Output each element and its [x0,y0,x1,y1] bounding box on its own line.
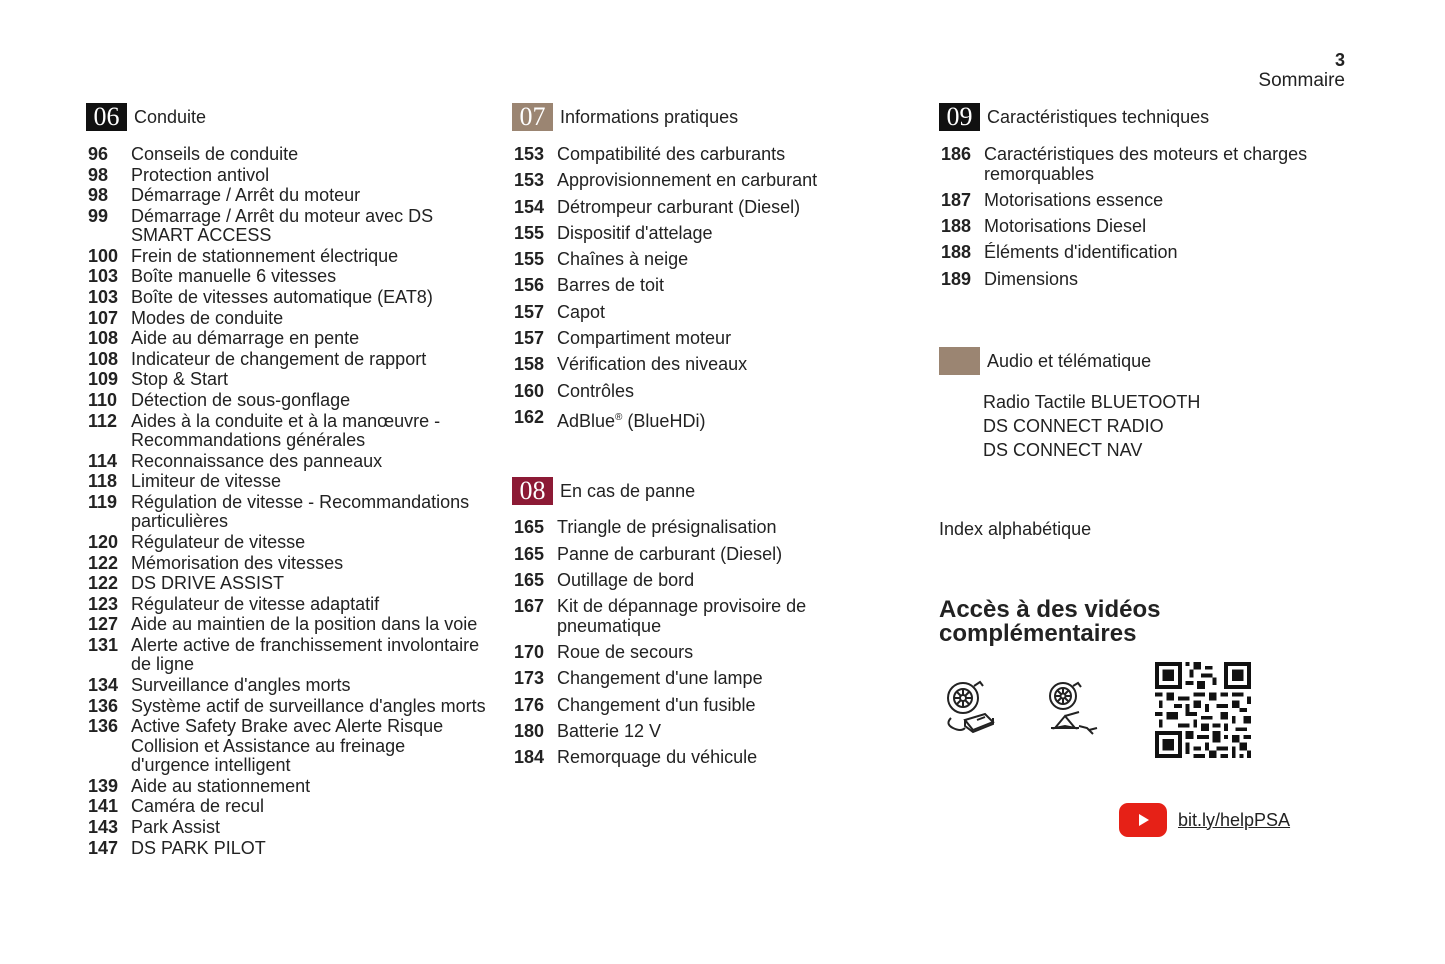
toc-page-number: 127 [88,614,119,635]
toc-page-number: 153 [514,144,545,164]
toc-item[interactable] [512,597,912,636]
chapter-07-list [512,145,912,431]
toc-entry-text [984,243,1359,263]
toc-item[interactable] [512,329,912,349]
videos-title [939,598,1359,646]
toc-item[interactable] [86,267,486,287]
toc-entry-text [131,370,486,390]
audio-item[interactable]: DS CONNECT NAV [983,440,1143,461]
toc-item[interactable] [86,797,486,817]
toc-entry-label: Caméra de recul [131,796,265,817]
toc-page-number: 165 [514,517,545,538]
toc-page-number: 119 [88,491,118,512]
toc-item[interactable] [86,697,486,717]
toc-item[interactable] [86,636,486,675]
toc-item[interactable] [512,571,912,591]
toc-entry-text [131,309,486,329]
toc-item[interactable] [86,777,486,797]
toc-item[interactable] [86,288,486,308]
toc-page-number: 139 [88,775,119,796]
toc-page-number: 99 [88,205,109,226]
toc-item[interactable] [86,839,486,859]
toc-entry-text [131,615,486,635]
toc-entry-suffix: (BlueHDi) [622,410,706,431]
toc-entry-text [131,636,486,675]
registered-mark: ® [615,411,623,423]
column-caracteristiques [939,103,1359,782]
toc-entry-text [131,777,486,797]
toc-entry-label: Éléments d'identification [984,242,1178,263]
toc-entry-text [557,303,912,323]
toc-entry-text [557,748,912,768]
toc-entry-label: Contrôles [557,380,635,401]
toc-entry-label: Caractéristiques des moteurs et charges remorquables [984,144,1308,184]
toc-page-number: 160 [514,380,545,401]
toc-page-number: 188 [941,242,972,263]
toc-page-number: 114 [88,450,118,471]
youtube-icon[interactable] [1119,803,1167,837]
chapter-09-header [939,103,1359,131]
toc-entry-label: Aide au stationnement [131,775,311,796]
toc-entry-label: Surveillance d'angles morts [131,675,351,696]
toc-item[interactable] [512,276,912,296]
toc-item[interactable] [86,676,486,696]
chapter-08-number: 08 [512,477,553,505]
toc-entry-text [557,696,912,716]
toc-entry-text [557,329,912,349]
toc-page-number: 100 [88,245,119,266]
toc-entry-label: Vérification des niveaux [557,354,748,375]
toc-entry-label: Remorquage du véhicule [557,747,758,768]
toc-page-number: 98 [88,164,109,185]
toc-entry-label: Panne de carburant (Diesel) [557,543,783,564]
chapter-07-title[interactable]: Informations pratiques [560,106,739,127]
toc-page-number: 155 [514,222,545,243]
toc-entry-label: DS DRIVE ASSIST [131,573,285,594]
page-title: Sommaire [1258,70,1345,91]
toc-page-number: 98 [88,185,109,206]
toc-entry-label: Alerte active de franchissement involontaire de ligne [131,634,480,675]
toc-entry-text [131,839,486,859]
toc-item[interactable] [86,554,486,574]
toc-entry-text [131,350,486,370]
chapter-09-title[interactable]: Caractéristiques techniques [987,106,1210,127]
toc-item[interactable] [86,207,486,246]
index-link[interactable]: Index alphabétique [939,519,1092,540]
toc-page-number: 109 [88,369,119,390]
toc-entry-text [557,408,912,432]
toc-entry-text [557,597,912,636]
toc-item[interactable] [86,145,486,165]
toc-entry-label: Démarrage / Arrêt du moteur avec DS SMART ACCESS [131,205,434,246]
toc-page-number: 187 [941,189,972,210]
qr-code-icon[interactable] [1155,662,1251,758]
toc-page-number: 165 [514,570,545,591]
toc-item[interactable] [939,243,1359,263]
toc-page-number: 147 [88,837,119,858]
toc-item[interactable] [512,669,912,689]
toc-item[interactable] [86,391,486,411]
toc-entry-text [131,818,486,838]
toc-page-number: 180 [514,721,545,742]
toc-page-number: 107 [88,307,119,328]
toc-entry-label: Triangle de présignalisation [557,517,777,538]
toc-entry-text [557,518,912,538]
toc-item[interactable] [86,186,486,206]
toc-entry-text [557,355,912,375]
toc-item[interactable] [512,355,912,375]
toc-page-number: 108 [88,348,119,369]
toc-page-number: 162 [514,406,545,427]
toc-entry-text [557,276,912,296]
spare-wheel-jack-icon[interactable] [1045,680,1101,736]
toc-page-number: 112 [88,410,118,431]
toc-entry-label: Motorisations essence [984,189,1164,210]
toc-entry-label: Kit de dépannage provisoire de pneumatique [557,596,807,636]
toc-entry-label: Reconnaissance des panneaux [131,450,383,471]
toc-page-number: 122 [88,552,119,573]
chapter-08-section [512,477,912,767]
page-number: 3 [1334,50,1345,70]
toc-item[interactable] [86,595,486,615]
toc-page-number: 186 [941,144,972,164]
toc-entry-label: Park Assist [131,817,221,838]
toc-entry-text [131,247,486,267]
toc-entry-label: Détrompeur carburant (Diesel) [557,196,801,217]
toc-page-number: 136 [88,716,119,737]
toc-page-number: 143 [88,817,119,838]
toc-item[interactable] [939,145,1359,184]
toc-item[interactable] [86,350,486,370]
toc-entry-text [557,171,912,191]
toc-entry-text [131,797,486,817]
toc-entry-label: Changement d'un fusible [557,694,756,715]
toc-entry-label: Outillage de bord [557,570,695,591]
toc-page-number: 108 [88,328,119,349]
toc-page-number: 131 [88,634,119,655]
toc-page-number: 156 [514,275,545,296]
toc-entry-label: Conseils de conduite [131,144,299,164]
toc-entry-text [984,270,1359,290]
audio-title[interactable]: Audio et télématique [987,350,1152,371]
toc-item[interactable] [512,145,912,165]
chapter-09-number: 09 [939,103,980,131]
toc-entry-text [557,250,912,270]
chapter-08-title[interactable]: En cas de panne [560,480,696,501]
toc-item[interactable] [512,545,912,565]
toc-entry-text [131,288,486,308]
chapter-08-list [512,518,912,767]
youtube-link-row [1119,803,1290,837]
toc-entry-text [131,207,486,246]
toc-entry-text [131,452,486,472]
audio-item[interactable]: Radio Tactile BLUETOOTH [983,392,1201,413]
toc-entry-label: Approvisionnement en carburant [557,170,818,191]
toc-entry-text [131,267,486,287]
toc-entry-label: Détection de sous-gonflage [131,390,351,411]
chapter-06-number: 06 [86,103,127,131]
toc-page-number: 141 [88,796,119,817]
toc-page-number: 122 [88,573,119,594]
videos-icons [939,662,1359,782]
chapter-06-header [86,103,486,131]
chapter-07-number: 07 [512,103,553,131]
column-informations [512,103,912,775]
toc-entry-label: Régulateur de vitesse adaptatif [131,593,380,614]
toc-entry-text [131,717,486,776]
videos-title-line1: Accès à des vidéos [939,596,1161,624]
toc-entry-text [557,669,912,689]
toc-entry-text [131,166,486,186]
toc-page-number: 155 [514,249,545,270]
audio-section [939,347,1359,462]
toc-page-number: 165 [514,543,545,564]
toc-item[interactable] [86,412,486,451]
toc-entry-text [131,186,486,206]
toc-page-number: 189 [941,268,972,289]
toc-entry-label: Régulation de vitesse - Recommandations particulières [131,491,470,532]
toc-entry-label: Système actif de surveillance d'angles morts [131,695,486,716]
toc-entry-label: Dimensions [984,268,1079,289]
toc-item[interactable] [512,382,912,402]
toc-entry-label: Mémorisation des vitesses [131,552,344,573]
toc-item[interactable] [512,408,912,432]
toc-entry-label: Changement d'une lampe [557,668,763,689]
toc-entry-label: AdBlue [557,410,616,431]
toc-entry-text [131,329,486,349]
toc-entry-text [557,145,912,165]
toc-page-number: 110 [88,390,118,411]
toc-entry-text [557,643,912,663]
toc-item[interactable] [86,533,486,553]
toc-item[interactable] [86,247,486,267]
toc-entry-label: Aide au maintien de la position dans la voie [131,614,478,635]
toc-entry-text [131,697,486,717]
toc-entry-label: Aide au démarrage en pente [131,328,360,349]
toc-entry-text [557,224,912,244]
audio-list [983,390,1359,462]
toc-entry-label: Barres de toit [557,275,665,296]
toc-page-number: 170 [514,642,545,663]
toc-entry-label: Protection antivol [131,164,270,185]
toc-entry-label: Boîte de vitesses automatique (EAT8) [131,287,433,308]
toc-page-number: 158 [514,354,545,375]
toc-entry-label: Démarrage / Arrêt du moteur [131,185,361,206]
toc-page-number: 103 [88,287,119,308]
toc-item[interactable] [86,309,486,329]
toc-item[interactable] [939,191,1359,211]
toc-page-number: 154 [514,196,545,217]
toc-item[interactable] [512,224,912,244]
toc-page-number: 134 [88,675,119,696]
toc-entry-label: Compartiment moteur [557,328,732,349]
toc-entry-label: Boîte manuelle 6 vitesses [131,266,337,287]
toc-page-number: 157 [514,301,545,322]
toc-entry-text [557,382,912,402]
toc-item[interactable] [86,818,486,838]
toc-entry-text [131,391,486,411]
toc-item[interactable] [512,303,912,323]
chapter-06-list [86,145,486,858]
toc-page-number: 153 [514,170,545,191]
toc-page-number: 176 [514,694,545,715]
toc-entry-text [131,676,486,696]
toc-item[interactable] [86,574,486,594]
audio-header [939,347,1359,375]
toc-item[interactable] [512,198,912,218]
toc-entry-label: Roue de secours [557,642,694,663]
toc-entry-label: Compatibilité des carburants [557,144,786,164]
toc-page-number: 184 [514,747,545,768]
videos-title-line2: complémentaires [939,620,1137,648]
toc-entry-text [557,722,912,742]
toc-item[interactable] [86,717,486,776]
page-header [1258,50,1345,92]
toc-entry-text [131,554,486,574]
toc-item[interactable] [86,370,486,390]
toc-page-number: 167 [514,596,545,617]
toc-entry-text [557,198,912,218]
toc-item[interactable] [512,171,912,191]
toc-entry-label: Modes de conduite [131,307,284,328]
toc-entry-label: DS PARK PILOT [131,837,266,858]
toc-page-number: 118 [88,471,118,492]
toc-page-number: 157 [514,328,545,349]
toc-page-number: 188 [941,216,972,237]
toc-entry-label: Chaînes à neige [557,249,689,270]
toc-entry-label: Limiteur de vitesse [131,471,282,492]
toc-item[interactable] [512,643,912,663]
toc-entry-text [131,574,486,594]
toc-item[interactable] [939,270,1359,290]
toc-item[interactable] [86,615,486,635]
toc-item[interactable] [939,217,1359,237]
toc-entry-label: Indicateur de changement de rapport [131,348,427,369]
toc-item[interactable] [512,748,912,768]
toc-page-number: 136 [88,695,119,716]
chapter-09-list [939,145,1359,289]
toc-item[interactable] [512,696,912,716]
toc-item[interactable] [512,518,912,538]
chapter-06-title[interactable]: Conduite [134,106,207,127]
toc-entry-text [131,412,486,451]
toc-entry-label: Active Safety Brake avec Alerte Risque Collision et Assistance au freinage d'urgence intelligent [131,716,444,776]
toc-entry-text [131,595,486,615]
toc-item[interactable] [86,493,486,532]
toc-entry-text [131,472,486,492]
toc-entry-text [984,145,1359,184]
toc-item[interactable] [86,452,486,472]
toc-entry-label: Dispositif d'attelage [557,222,713,243]
toc-entry-text [131,145,486,165]
tyre-repair-kit-icon[interactable] [943,680,995,736]
toc-entry-label: Aides à la conduite et à la manœuvre - Recommandations générales [131,410,441,451]
toc-entry-label: Capot [557,301,606,322]
toc-entry-text [557,545,912,565]
toc-entry-label: Motorisations Diesel [984,216,1147,237]
toc-page-number: 120 [88,532,119,552]
toc-item[interactable] [86,329,486,349]
toc-page-number: 103 [88,266,119,287]
toc-entry-text [984,191,1359,211]
toc-item[interactable] [86,166,486,186]
toc-page-number: 96 [88,144,109,164]
video-link[interactable]: bit.ly/helpPSA [1178,809,1291,830]
toc-page-number: 123 [88,593,119,614]
toc-entry-text [131,493,486,532]
toc-entry-text [984,217,1359,237]
toc-item[interactable] [512,250,912,270]
toc-entry-label: Régulateur de vitesse [131,532,306,552]
toc-item[interactable] [86,472,486,492]
toc-entry-text [131,533,486,553]
toc-entry-label: Stop & Start [131,369,229,390]
toc-item[interactable] [512,722,912,742]
toc-entry-label: Frein de stationnement électrique [131,245,399,266]
column-conduite [86,103,486,859]
toc-entry-label: Batterie 12 V [557,721,662,742]
chapter-07-header [512,103,912,131]
toc-entry-text [557,571,912,591]
audio-color-block [939,347,980,375]
chapter-08-header [512,477,912,505]
audio-item[interactable]: DS CONNECT RADIO [983,416,1164,437]
toc-page-number: 173 [514,668,545,689]
